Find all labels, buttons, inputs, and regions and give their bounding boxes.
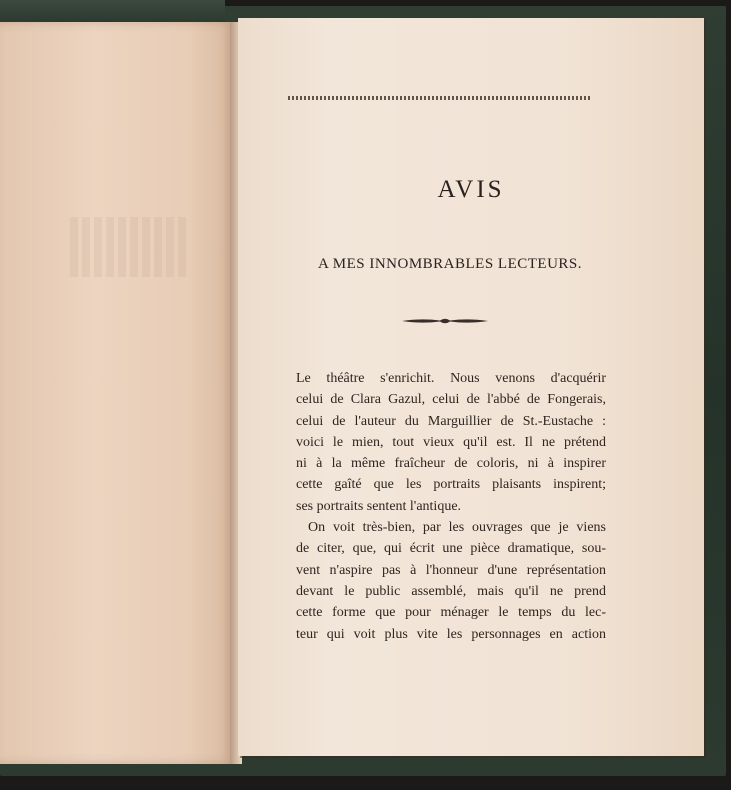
book-cover-edge bbox=[0, 0, 225, 24]
text-line: voici le mien, tout vieux qu'il est. Il ne prétend bbox=[296, 434, 606, 450]
left-page bbox=[0, 22, 234, 764]
page-title: AVIS bbox=[437, 176, 505, 203]
text-line: devant le public assemblé, mais qu'il ne prend bbox=[296, 583, 606, 599]
text-line: celui de Clara Gazul, celui de l'abbé de Fongerais, bbox=[296, 392, 606, 408]
text-line: ni à la même fraîcheur de coloris, ni à inspirer bbox=[296, 456, 606, 472]
text-line: teur qui voit plus vite les personnages en action bbox=[296, 626, 606, 642]
top-decorative-rule bbox=[288, 96, 590, 100]
text-line: vent n'aspire pas à l'honneur d'une représentation bbox=[296, 562, 606, 578]
page-subtitle: A MES INNOMBRABLES LECTEURS. bbox=[317, 256, 583, 272]
text-line: cette gaîté que les portraits plaisants inspirent; bbox=[296, 477, 606, 493]
ornament-divider-icon bbox=[400, 314, 490, 328]
body-paragraphs bbox=[296, 368, 606, 645]
text-line: cette forme que pour ménager le temps du lec- bbox=[296, 605, 606, 621]
text-line: ses portraits sentent l'antique. bbox=[296, 498, 462, 514]
text-line: On voit très-bien, par les ouvrages que je viens bbox=[308, 520, 606, 536]
bleed-through-text bbox=[70, 217, 190, 277]
text-line: de citer, que, qui écrit une pièce dramatique, sou- bbox=[296, 541, 606, 557]
text-line: celui de l'auteur du Marguillier de St.-Eustache : bbox=[296, 413, 606, 429]
right-page bbox=[238, 18, 704, 756]
text-line: Le théâtre s'enrichit. Nous venons d'acquérir bbox=[296, 371, 606, 386]
